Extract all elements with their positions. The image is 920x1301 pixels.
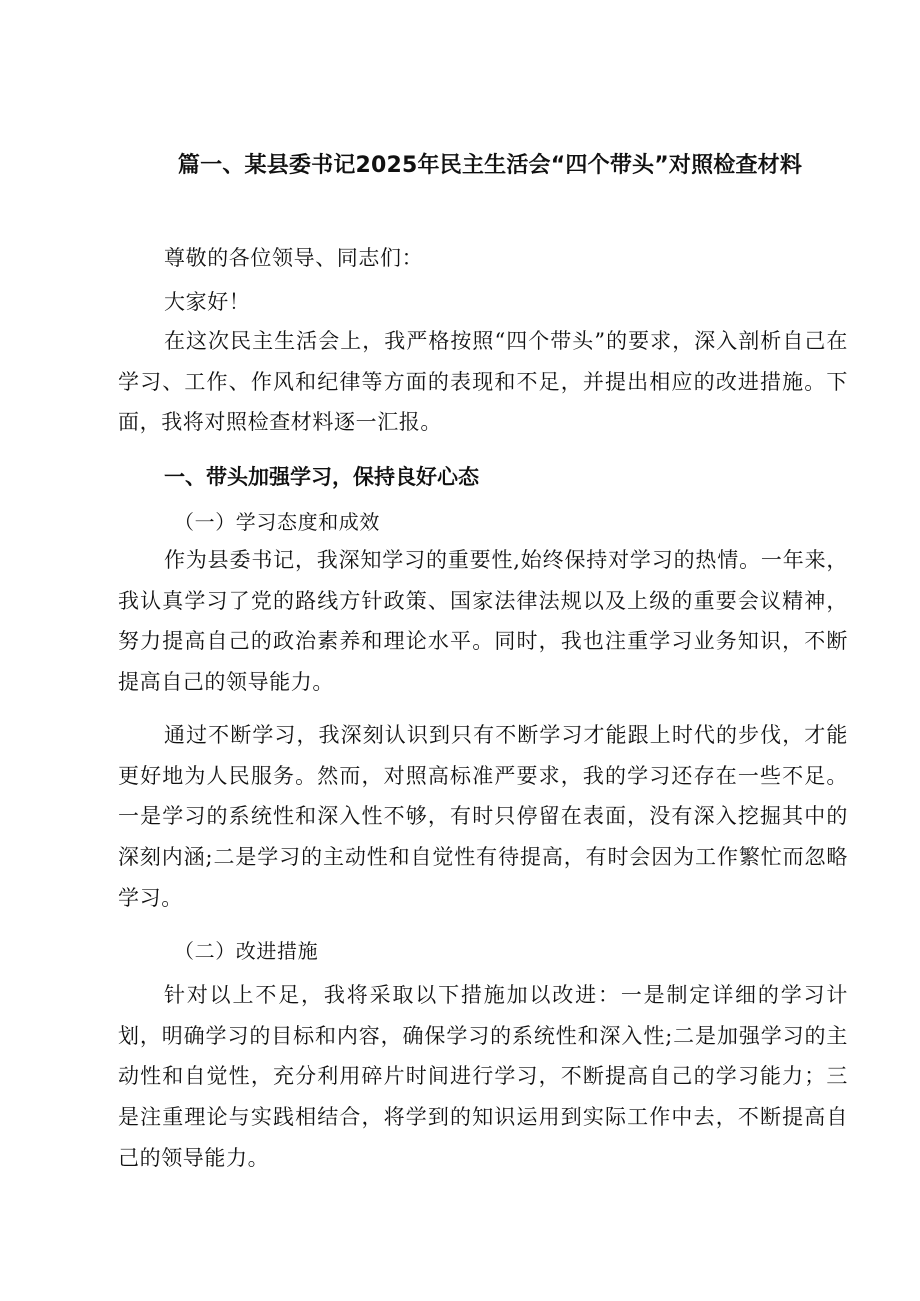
paragraph-study-attitude: 作为县委书记，我深知学习的重要性,始终保持对学习的热情。一年来，我认真学习了党的路线方针政策、国家法律法规以及上级的重要会议精神，努力提高自己的政治素养和理论水平。同时，我也注重学习业务知识，不断提高自己的领导能力。 <box>118 548 848 695</box>
sub-heading-improvement: （二）改进措施 <box>174 939 319 963</box>
greeting: 大家好！ <box>164 290 251 314</box>
section-heading: 一、带头加强学习，保持良好心态 <box>164 465 479 489</box>
document-title: 篇一、某县委书记2025年民主生活会“四个带头”对照检查材料 <box>177 153 803 178</box>
sub-heading-study-attitude: （一）学习态度和成效 <box>174 510 380 534</box>
paragraph-study-shortcomings: 通过不断学习，我深刻认识到只有不断学习才能跟上时代的步伐，才能更好地为人民服务。然而，对照高标准严要求，我的学习还存在一些不足。一是学习的系统性和深入性不够，有时只停留在表面，没有深入挖掘其中的深刻内涵;二是学习的主动性和自觉性有待提高，有时会因为工作繁忙而忽略学习。 <box>118 723 848 910</box>
intro-paragraph: 在这次民主生活会上，我严格按照“四个带头”的要求，深入剖析自己在学习、工作、作风和纪律等方面的表现和不足，并提出相应的改进措施。下面，我将对照检查材料逐一汇报。 <box>118 329 848 435</box>
paragraph-improvement-measures: 针对以上不足，我将采取以下措施加以改进：一是制定详细的学习计划，明确学习的目标和内容，确保学习的系统性和深入性;二是加强学习的主动性和自觉性，充分利用碎片时间进行学习，不断提高自己的学习能力；三是注重理论与实践相结合，将学到的知识运用到实际工作中去，不断提高自己的领导能力。 <box>118 983 848 1170</box>
salutation: 尊敬的各位领导、同志们： <box>164 246 424 270</box>
